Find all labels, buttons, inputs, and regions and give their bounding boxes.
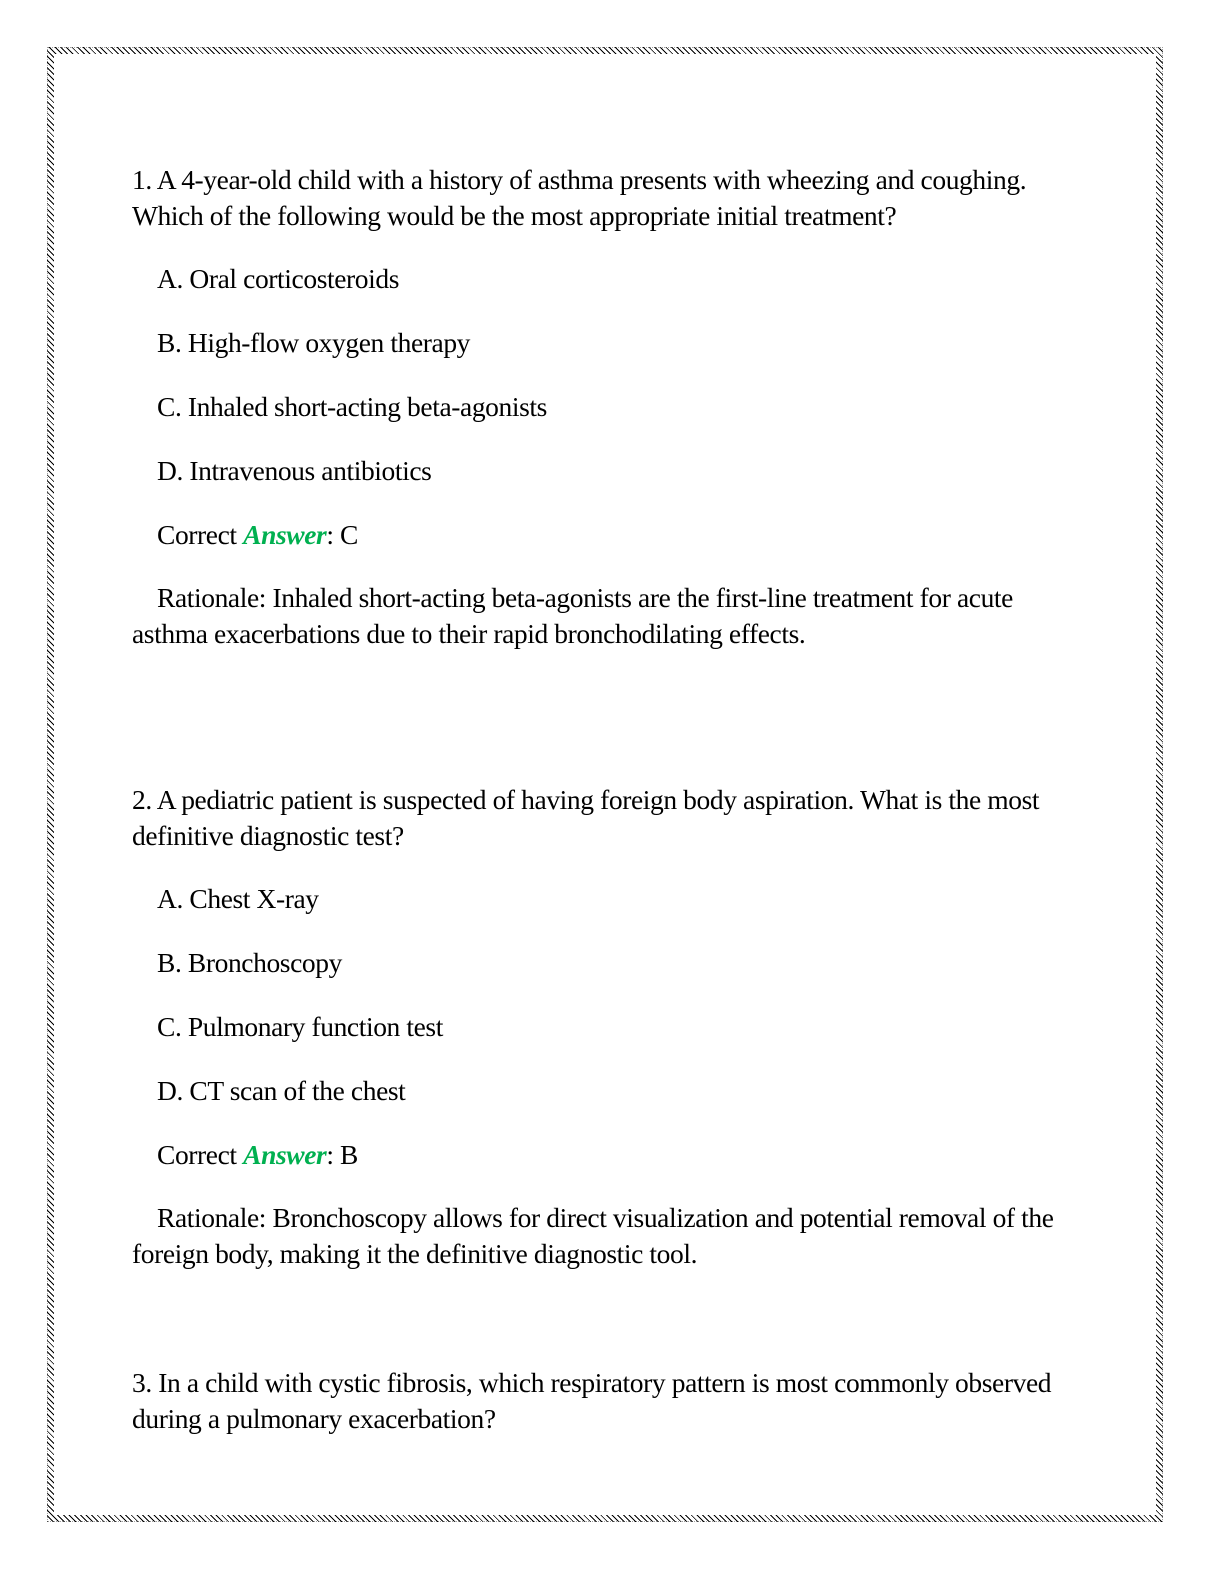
option-b: B. Bronchoscopy (157, 947, 342, 978)
answer-label: Answer (243, 1139, 327, 1170)
question-stem: 1. A 4-year-old child with a history of asthma presents with wheezing and coughing. Which of the following would be the most appropriate initial treatment? (132, 164, 1027, 231)
option-a: A. Chest X-ray (157, 883, 319, 914)
answer-value: : B (326, 1139, 359, 1170)
option-c: C. Pulmonary function test (157, 1011, 443, 1042)
rationale: Rationale: Bronchoscopy allows for direct visualization and potential removal of the foreign body, making it the definitive diagnostic tool. (132, 1202, 1054, 1269)
option-c: C. Inhaled short-acting beta-agonists (157, 391, 547, 422)
question-1 (132, 162, 1092, 652)
option-b: B. High-flow oxygen therapy (157, 327, 471, 358)
question-stem: 3. In a child with cystic fibrosis, which respiratory pattern is most commonly observed during a pulmonary exacerbation? (132, 1367, 1052, 1434)
answer-value: : C (326, 519, 359, 550)
question-stem: 2. A pediatric patient is suspected of having foreign body aspiration. What is the most definitive diagnostic test? (132, 784, 1040, 851)
correct-answer (132, 1137, 1092, 1173)
answer-label: Answer (243, 519, 327, 550)
option-d: D. Intravenous antibiotics (157, 455, 432, 486)
option-a: A. Oral corticosteroids (157, 263, 400, 294)
option-d: D. CT scan of the chest (157, 1075, 406, 1106)
answer-prefix: Correct (157, 519, 244, 550)
rationale: Rationale: Inhaled short-acting beta-agonists are the first-line treatment for acute asthma exacerbations due to their rapid bronchodilating effects. (132, 582, 1013, 649)
answer-prefix: Correct (157, 1139, 244, 1170)
correct-answer (132, 517, 1092, 553)
question-3 (132, 1365, 1092, 1464)
question-2 (132, 782, 1092, 1272)
